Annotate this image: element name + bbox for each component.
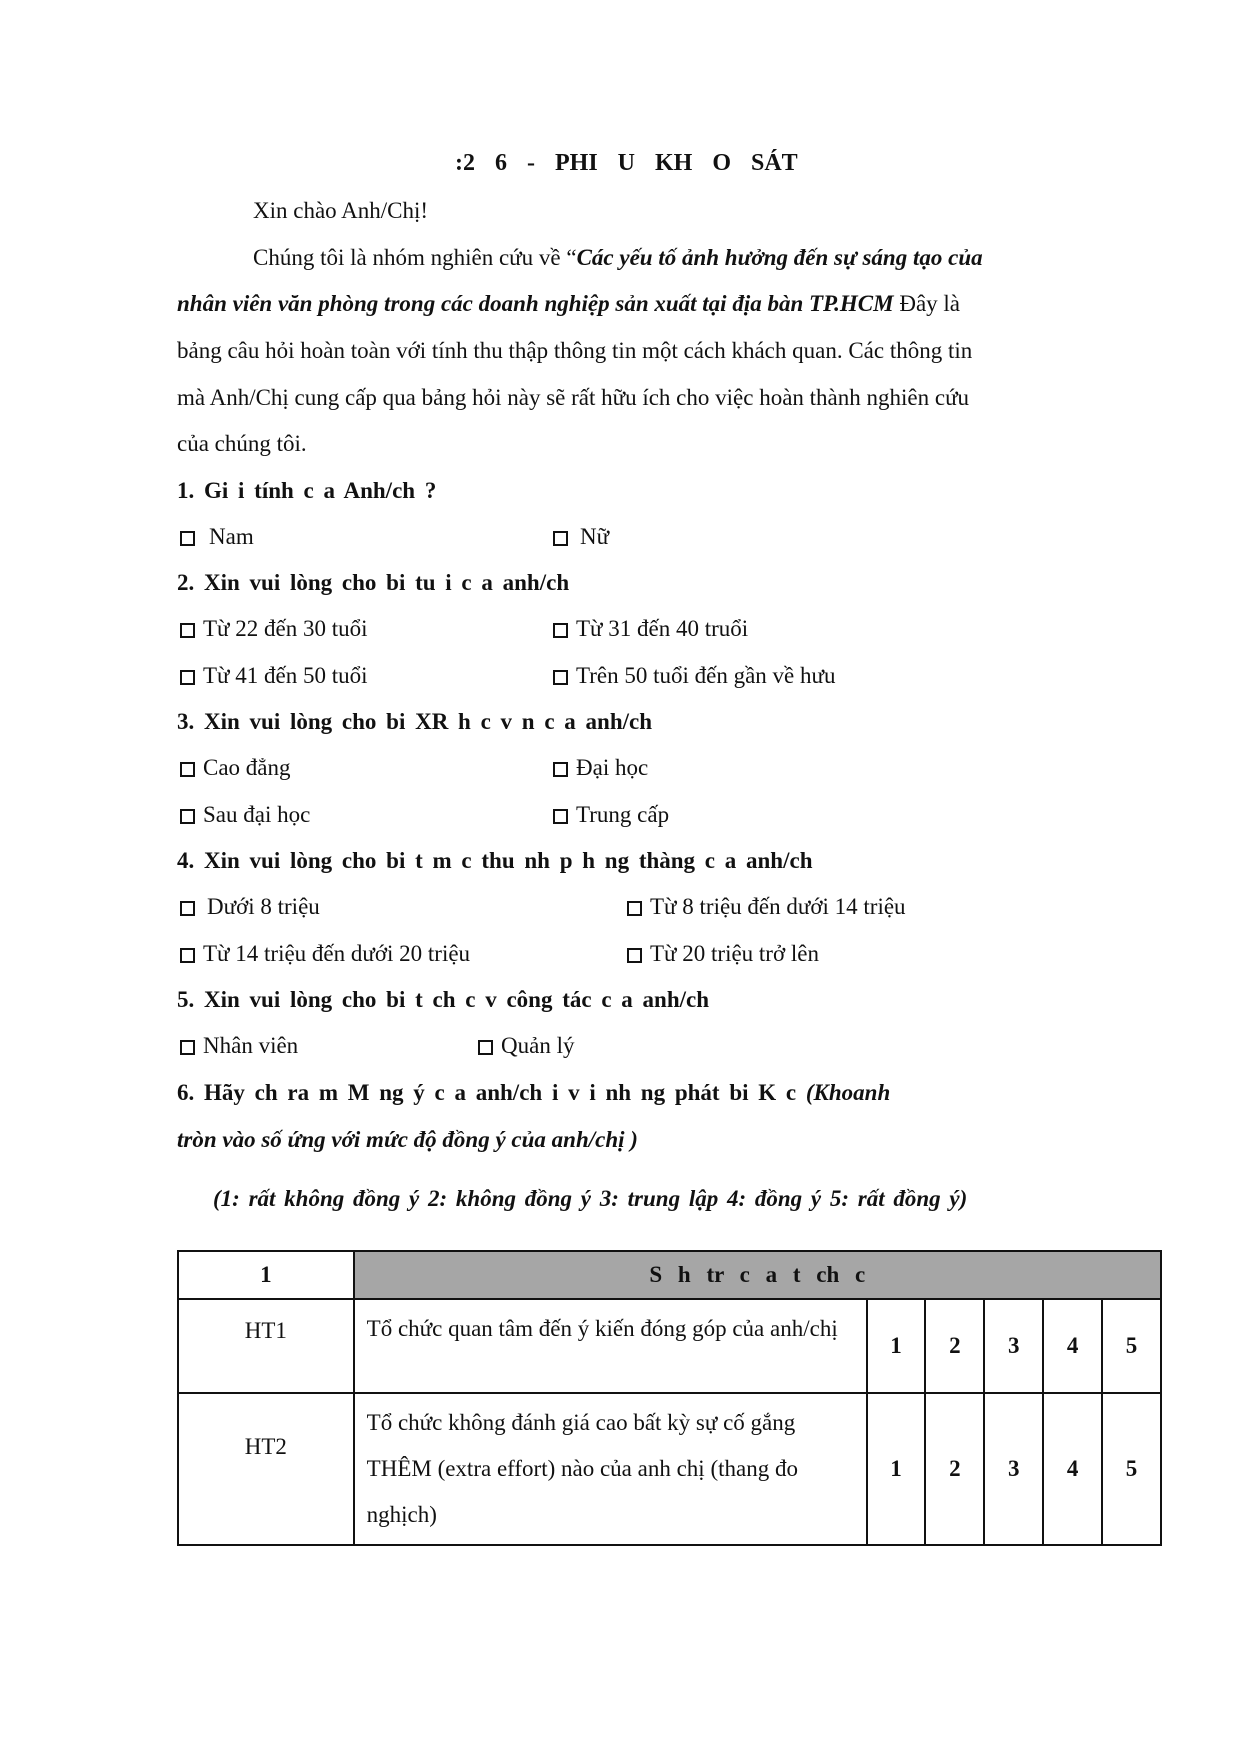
q4-option-14-20[interactable] [180,941,470,967]
likert-table [177,1250,1162,1546]
intro-line-5: của chúng tôi. [177,431,307,456]
question-4-label: 4. Xin vui lòng cho bi t m c thu nh p h ng thàng c a anh/ch [177,848,813,873]
option-label: Nam [209,524,254,549]
q1-option-nu[interactable] [553,524,609,550]
checkbox-icon[interactable] [180,1040,195,1055]
option-label: Từ 31 đến 40 truổi [576,616,749,641]
scale-option-3[interactable]: 3 [984,1393,1043,1545]
scale-option-2[interactable]: 2 [925,1393,984,1545]
checkbox-icon[interactable] [553,809,568,824]
checkbox-icon[interactable] [180,670,195,685]
checkbox-icon[interactable] [553,762,568,777]
checkbox-icon[interactable] [180,948,195,963]
option-label: Từ 14 triệu đến dưới 20 triệu [203,941,471,966]
option-label: Quản lý [501,1033,575,1058]
checkbox-icon[interactable] [553,670,568,685]
option-label: Đại học [576,755,649,780]
q2-option-over-50[interactable] [553,663,835,689]
q3-option-dai-hoc[interactable] [553,755,648,781]
checkbox-icon[interactable] [180,809,195,824]
greeting: Xin chào Anh/Chị! [253,198,429,223]
q1-option-nam[interactable] [180,524,254,550]
intro-line-1 [253,245,1123,271]
option-label: Từ 22 đến 30 tuổi [203,616,368,641]
question-2-label: 2. Xin vui lòng cho bi tu i c a anh/ch [177,570,570,595]
item-statement: Tổ chức quan tâm đến ý kiến đóng góp của anh/chị [354,1299,867,1393]
header-code-cell: 1 [178,1251,354,1299]
checkbox-icon[interactable] [627,948,642,963]
intro-text-normal-2: Đây là [893,291,960,316]
q5-option-nhan-vien[interactable] [180,1033,298,1059]
scale-option-5[interactable]: 5 [1102,1393,1161,1545]
scale-legend: (1: rất không đồng ý 2: không đồng ý 3: trung lập 4: đồng ý 5: rất đồng ý) [213,1186,968,1211]
question-5-label: 5. Xin vui lòng cho bi t ch c v công tác c a anh/ch [177,987,710,1012]
intro-study-title: Các yếu tố ảnh hưởng đến sự sáng tạo của [576,245,983,270]
intro-study-title-cont: nhân viên văn phòng trong các doanh nghiệp sản xuất tại địa bàn TP.HCM [177,291,894,316]
checkbox-icon[interactable] [627,901,642,916]
question-1-label: 1. Gi i tính c a Anh/ch ? [177,478,437,503]
q4-option-under-8[interactable] [180,894,320,920]
option-label: Cao đẳng [203,755,291,780]
option-label: Dưới 8 triệu [207,894,320,919]
q3-option-trung-cap[interactable] [553,802,669,828]
option-label: Trên 50 tuổi đến gần về hưu [576,663,836,688]
q3-option-cao-dang[interactable] [180,755,291,781]
scale-option-4[interactable]: 4 [1043,1393,1102,1545]
question-6-text: 6. Hãy ch ra m M ng ý c a anh/ch i v i nh ng phát bi K c [177,1080,806,1105]
intro-line-2 [177,291,1123,317]
question-6-instruction-line-2: tròn vào số ứng với mức độ đồng ý của anh/chị ) [177,1127,638,1152]
q4-option-8-14[interactable] [627,894,906,920]
scale-option-1[interactable]: 1 [867,1299,926,1393]
q2-option-31-40[interactable] [553,616,748,642]
checkbox-icon[interactable] [553,531,568,546]
question-6-instruction: (Khoanh [805,1080,891,1105]
item-code: HT2 [178,1393,354,1545]
q4-option-over-20[interactable] [627,941,819,967]
option-label: Sau đại học [203,802,311,827]
option-label: Từ 8 triệu đến dưới 14 triệu [650,894,906,919]
table-row [178,1393,1161,1545]
option-label: Từ 41 đến 50 tuổi [203,663,368,688]
q2-option-22-30[interactable] [180,616,368,642]
checkbox-icon[interactable] [180,762,195,777]
intro-line-3: bảng câu hỏi hoàn toàn với tính thu thập thông tin một cách khách quan. Các thông tin [177,338,973,363]
scale-option-4[interactable]: 4 [1043,1299,1102,1393]
header-title-cell: S h tr c a t ch c [354,1251,1161,1299]
option-label: Nữ [580,524,610,549]
item-code: HT1 [178,1299,354,1393]
table-header-row [178,1251,1161,1299]
checkbox-icon[interactable] [180,531,195,546]
scale-option-3[interactable]: 3 [984,1299,1043,1393]
checkbox-icon[interactable] [180,901,195,916]
checkbox-icon[interactable] [478,1040,493,1055]
option-label: Nhân viên [203,1033,299,1058]
question-6-label [177,1080,890,1106]
scale-option-5[interactable]: 5 [1102,1299,1161,1393]
checkbox-icon[interactable] [180,623,195,638]
checkbox-icon[interactable] [553,623,568,638]
q2-option-41-50[interactable] [180,663,368,689]
scale-option-2[interactable]: 2 [925,1299,984,1393]
intro-text-normal: Chúng tôi là nhóm nghiên cứu về “ [253,245,577,270]
table-row [178,1299,1161,1393]
q3-option-sau-dai-hoc[interactable] [180,802,310,828]
q5-option-quan-ly[interactable] [478,1033,574,1059]
option-label: Trung cấp [576,802,670,827]
page-title: :2 6 - PHI U KH O SÁT [455,150,798,176]
question-3-label: 3. Xin vui lòng cho bi XR h c v n c a anh/ch [177,709,653,734]
scale-option-1[interactable]: 1 [867,1393,926,1545]
intro-line-4: mà Anh/Chị cung cấp qua bảng hỏi này sẽ rất hữu ích cho việc hoàn thành nghiên cứu [177,385,970,410]
option-label: Từ 20 triệu trở lên [650,941,819,966]
item-statement: Tổ chức không đánh giá cao bất kỳ sự cố gắng THÊM (extra effort) nào của anh chị (thang đo nghịch) [354,1393,867,1545]
